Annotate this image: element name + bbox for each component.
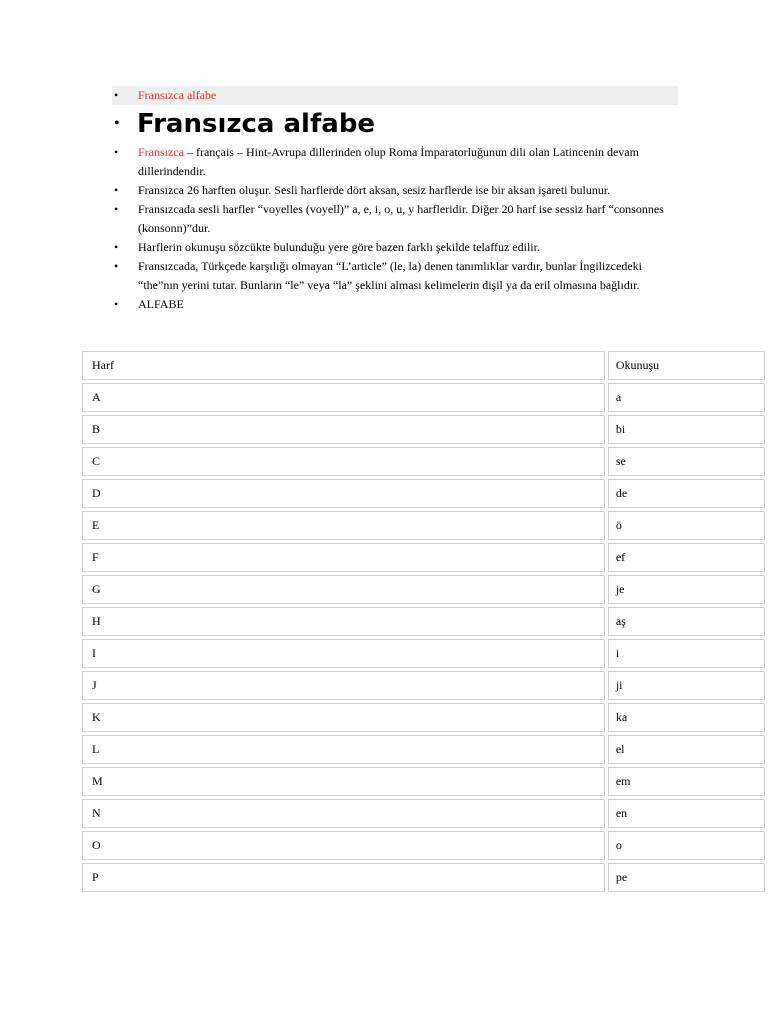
bullet-icon: •	[114, 259, 119, 273]
cell-okunusu: je	[608, 575, 765, 604]
table-row	[82, 479, 765, 508]
table-row	[82, 543, 765, 572]
table-row	[82, 575, 765, 604]
table-row	[82, 415, 765, 444]
cell-harf: E	[82, 511, 605, 540]
cell-harf: H	[82, 607, 605, 636]
list-item-text: Fransızcada, Türkçede karşılığı olmayan “L’article” (le, la) denen tanımlıklar vardır, bunlar İngilizcedeki “the”nın yerini tutar. Bunların “le” veya “la” şeklini alması kelimelerin dişil ya da eril olmasına bağlıdır.	[138, 259, 642, 292]
bullet-icon: •	[114, 297, 119, 311]
cell-okunusu: se	[608, 447, 765, 476]
table-row	[82, 511, 765, 540]
table-header-row	[82, 351, 765, 380]
cell-okunusu: ö	[608, 511, 765, 540]
table-row	[82, 703, 765, 732]
column-header-harf: Harf	[82, 351, 605, 380]
table-row	[82, 639, 765, 668]
bullet-icon: •	[114, 183, 119, 197]
list-item-text: – français – Hint-Avrupa dillerinden olup Roma İmparatorluğunun dili olan Latincenin devam dillerindendir.	[138, 145, 639, 178]
cell-okunusu: ka	[608, 703, 765, 732]
cell-harf: M	[82, 767, 605, 796]
bullet-icon: •	[114, 115, 120, 132]
link-fransizca[interactable]: Fransızca	[138, 145, 184, 159]
list-item	[112, 143, 678, 181]
cell-okunusu: aş	[608, 607, 765, 636]
list-item	[112, 200, 678, 238]
table-row	[82, 831, 765, 860]
page-title: Fransızca alfabe	[137, 109, 376, 139]
cell-harf: I	[82, 639, 605, 668]
cell-okunusu: a	[608, 383, 765, 412]
table-row	[82, 671, 765, 700]
table-row	[82, 447, 765, 476]
list-item-text: ALFABE	[138, 297, 184, 311]
list-item-text: Harflerin okunuşu sözcükte bulunduğu yere göre bazen farklı şekilde telaffuz edilir.	[138, 240, 540, 254]
cell-harf: L	[82, 735, 605, 764]
list-item-text: Fransızcada sesli harfler “voyelles (voyell)” a, e, i, o, u, y harfleridir. Diğer 20 harf ise sessiz harf “consonnes (konsonn)”dur.	[138, 202, 664, 235]
list-item	[112, 238, 678, 257]
bullet-icon: •	[114, 88, 119, 102]
cell-harf: N	[82, 799, 605, 828]
table-row	[82, 607, 765, 636]
table-row	[82, 863, 765, 892]
cell-harf: G	[82, 575, 605, 604]
cell-okunusu: em	[608, 767, 765, 796]
list-item-heading	[112, 105, 678, 143]
cell-harf: B	[82, 415, 605, 444]
table-row	[82, 767, 765, 796]
cell-harf: A	[82, 383, 605, 412]
bullet-icon: •	[114, 240, 119, 254]
cell-okunusu: bi	[608, 415, 765, 444]
alphabet-table	[82, 351, 768, 895]
bullet-icon: •	[114, 202, 119, 216]
list-item-text: Fransızca 26 harften oluşur. Sesli harflerde dört aksan, sesiz harflerde ise bir aksan işareti bulunur.	[138, 183, 611, 197]
cell-okunusu: i	[608, 639, 765, 668]
cell-okunusu: ef	[608, 543, 765, 572]
cell-okunusu: o	[608, 831, 765, 860]
cell-harf: D	[82, 479, 605, 508]
cell-harf: C	[82, 447, 605, 476]
table-row	[82, 799, 765, 828]
cell-okunusu: pe	[608, 863, 765, 892]
cell-harf: K	[82, 703, 605, 732]
alphabet-table-wrapper	[82, 351, 768, 895]
list-item	[112, 181, 678, 200]
cell-okunusu: el	[608, 735, 765, 764]
list-item-link[interactable]	[112, 86, 678, 105]
cell-okunusu: en	[608, 799, 765, 828]
table-row	[82, 735, 765, 764]
link-fransizca-alfabe[interactable]: Fransızca alfabe	[138, 88, 217, 102]
bullet-icon: •	[114, 145, 119, 159]
list-item	[112, 257, 678, 295]
cell-harf: F	[82, 543, 605, 572]
column-header-okunusu: Okunuşu	[608, 351, 765, 380]
bullet-list	[112, 86, 678, 314]
table-row	[82, 383, 765, 412]
cell-harf: J	[82, 671, 605, 700]
cell-okunusu: ji	[608, 671, 765, 700]
cell-harf: O	[82, 831, 605, 860]
cell-okunusu: de	[608, 479, 765, 508]
list-item	[112, 295, 678, 314]
cell-harf: P	[82, 863, 605, 892]
